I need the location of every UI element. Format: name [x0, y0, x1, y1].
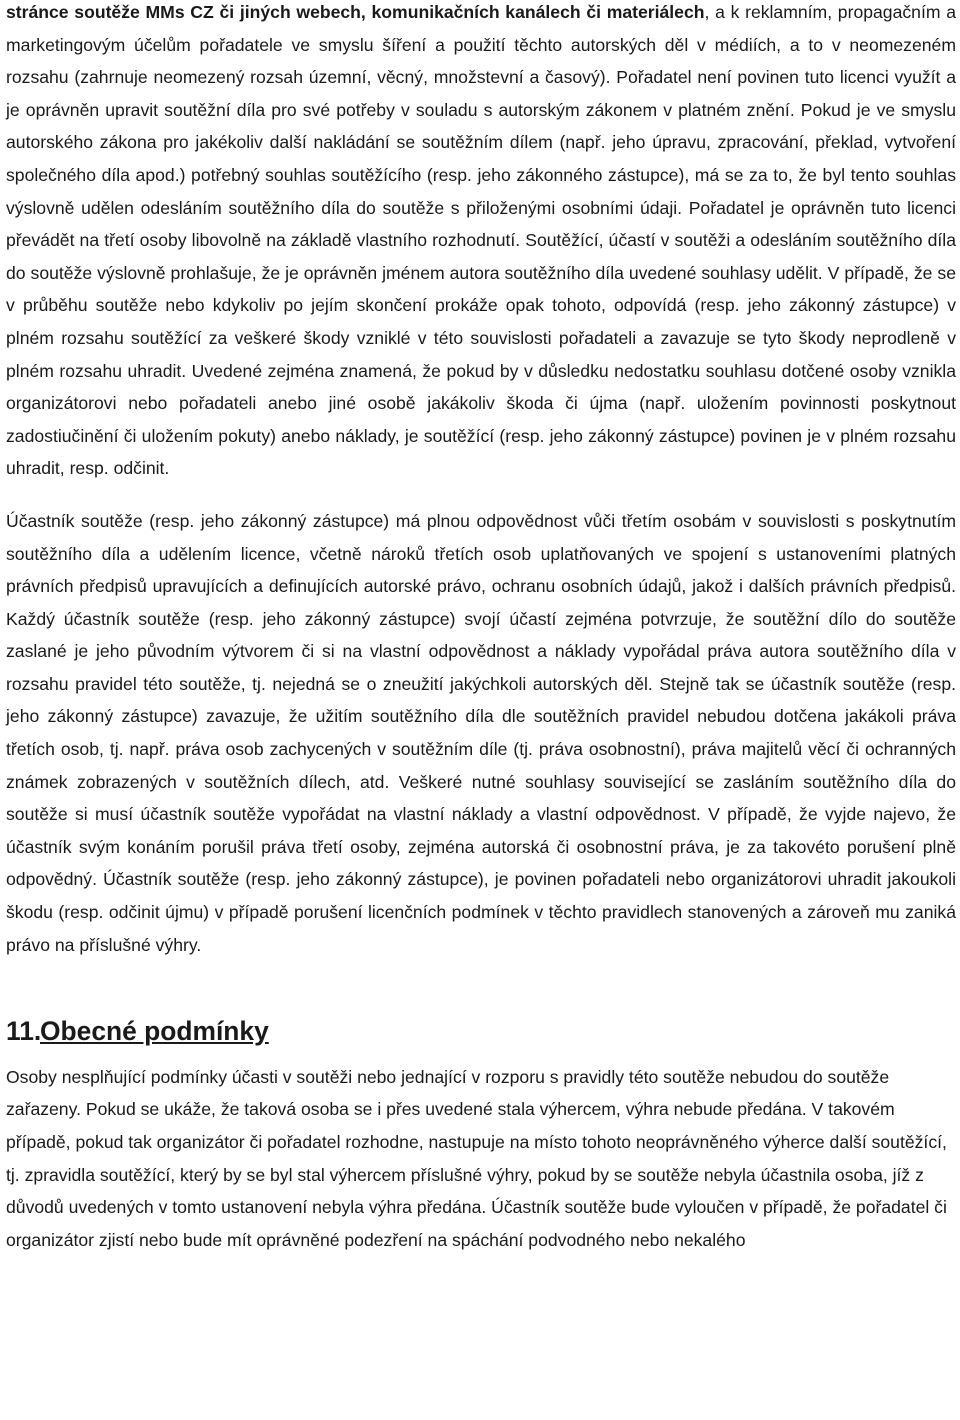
document-page [6, 0, 956, 1256]
paragraph-general-conditions: Osoby nesplňující podmínky účasti v soutěži nebo jednající v rozporu s pravidly této soutěže nebudou do soutěže zařazeny. Pokud se ukáže, že taková osoba se i přes uvedené stala výhercem, výhra nebude předána. V takovém případě, pokud tak organizátor či pořadatel rozhodne, nastupuje na místo tohoto neoprávněného výherce další soutěžící, tj. zpravidla soutěžící, který by se byl stal výhercem příslušné výhry, pokud by se soutěže nebyla účastnila osoba, jíž z důvodů uvedených v tomto ustanovení nebyla výhra předána. Účastník soutěže bude vyloučen v případě, že pořadatel či organizátor zjistí nebo bude mít oprávněné podezření na spáchání podvodného nebo nekalého [6, 1066, 947, 1250]
paragraph-liability: Účastník soutěže (resp. jeho zákonný zástupce) má plnou odpovědnost vůči třetím osobám v souvislosti s poskytnutím soutěžního díla a udělením licence, včetně nároků třetích osob uplatňovaných ve spojení s ustanoveními platných právních předpisů upravujících a definujících autorské právo, ochranu osobních údajů, jakož i dalších právních předpisů. Každý účastník soutěže (resp. jeho zákonný zástupce) svojí účastí zejména potvrzuje, že soutěžní dílo do soutěže zaslané je jeho původním výtvorem či si na vlastní odpovědnost a náklady vypořádal práva autora soutěžního díla v rozsahu pravidel této soutěže, tj. nejedná se o zneužití jakýchkoli autorských děl. Stejně tak se účastník soutěže (resp. jeho zákonný zástupce) zavazuje, že užitím soutěžního díla dle soutěžních pravidel nebudou dotčena jakákoli práva třetích osob, tj. např. práva osob zachycených v soutěžním díle (tj. práva osobnostní), práva majitelů věcí či ochranných známek zobrazených v soutěžních dílech, atd. Veškeré nutné souhlasy související se zasláním soutěžního díla do soutěže si musí účastník soutěže vypořádat na vlastní náklady a vlastní odpovědnost. V případě, že vyjde najevo, že účastník svým konáním porušil práva třetí osoby, zejména autorská či osobnostní práva, je za takovéto porušení plně odpovědný. Účastník soutěže (resp. jeho zákonný zástupce), je povinen pořadateli nebo organizátorovi uhradit jakoukoli škodu (resp. odčinit újmu) v případě porušení licenčních podmínek v těchto pravidlech stanovených a zároveň mu zaniká právo na příslušné výhry. [6, 510, 956, 955]
paragraph-licence-bold-start: stránce soutěže MMs CZ či jiných webech, komunikačních kanálech či materiálech [6, 2, 705, 22]
section-heading [6, 1015, 956, 1048]
paragraph-licence [6, 0, 956, 485]
paragraph-licence-text: , a k reklamním, propagačním a marketingovým účelům pořadatele ve smyslu šíření a použití těchto autorských děl v médiích, a to v neomezeném rozsahu (zahrnuje neomezený rozsah územní, věcný, množstevní a časový). Pořadatel není povinen tuto licenci využít a je oprávněn upravit soutěžní díla pro své potřeby v souladu s autorským zákonem v platném znění. Pokud je ve smyslu autorského zákona pro jakékoliv další nakládání se soutěžním dílem (např. jeho úpravu, zpracování, překlad, vytvoření společného díla apod.) potřebný souhlas soutěžícího (resp. jeho zákonného zástupce), má se za to, že byl tento souhlas výslovně udělen odesláním soutěžního díla do soutěže s přiloženými osobními údaji. Pořadatel je oprávněn tuto licenci převádět na třetí osoby libovolně na základě vlastního rozhodnutí. Soutěžící, účastí v soutěži a odesláním soutěžního díla do soutěže výslovně prohlašuje, že je oprávněn jménem autora soutěžního díla uvedené souhlasy udělit. V případě, že se v průběhu soutěže nebo kdykoliv po jejím skončení prokáže opak tohoto, odpovídá (resp. jeho zákonný zástupce) v plném rozsahu soutěžící za veškeré škody vzniklé v této souvislosti pořadateli a zavazuje se tyto škody neprodleně v plném rozsahu uhradit. Uvedené zejména znamená, že pokud by v důsledku nedostatku souhlasu dotčené osoby vznikla organizátorovi nebo pořadateli anebo jiné osobě jakákoliv škoda či újma (např. uložením povinnosti poskytnout zadostiučinění či uložením pokuty) anebo náklady, je soutěžící (resp. jeho zákonný zástupce) povinen je v plném rozsahu uhradit, resp. odčinit. [6, 2, 956, 479]
section-number: 11. [6, 1016, 42, 1047]
section-title: Obecné podmínky [40, 1016, 269, 1047]
